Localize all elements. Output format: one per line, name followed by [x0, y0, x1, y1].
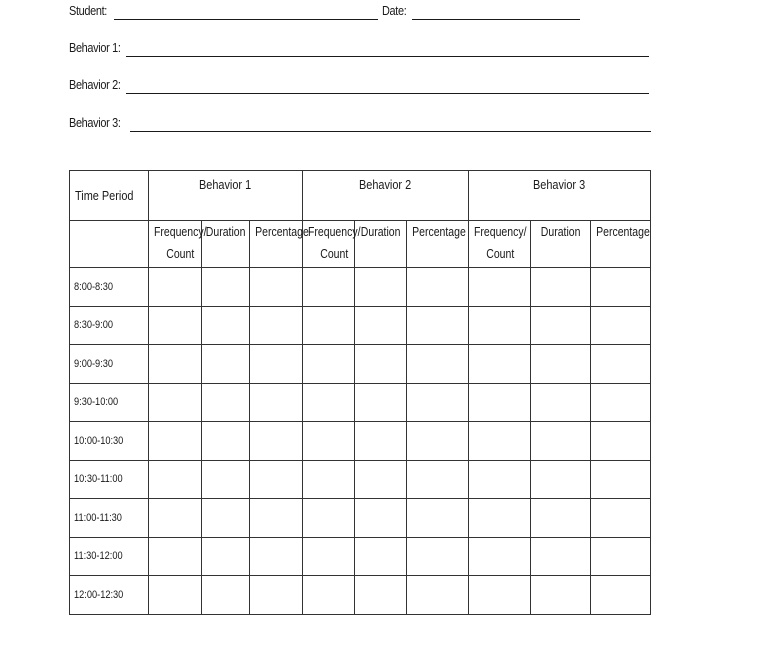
behavior-data-table	[69, 170, 651, 615]
behavior-2-duration-cell[interactable]	[355, 268, 407, 307]
behavior-1-frequency-cell[interactable]	[149, 460, 202, 499]
behavior-2-percentage-cell[interactable]	[407, 306, 469, 345]
behavior-2-duration-cell[interactable]	[355, 383, 407, 422]
behavior-1-header: Behavior 1	[149, 171, 303, 221]
time-period-cell: 8:00-8:30	[70, 268, 149, 307]
behavior-3-frequency-cell[interactable]	[469, 268, 531, 307]
behavior-1-frequency-header: Frequency/ Count	[149, 221, 202, 268]
behavior-2-duration-cell[interactable]	[355, 306, 407, 345]
table-row	[70, 537, 651, 576]
behavior-3-label: Behavior 3:	[69, 115, 121, 130]
table-row	[70, 345, 651, 384]
time-period-cell: 10:30-11:00	[70, 460, 149, 499]
behavior-3-duration-cell[interactable]	[531, 383, 591, 422]
behavior-2-frequency-cell[interactable]	[303, 268, 355, 307]
behavior-2-frequency-cell[interactable]	[303, 422, 355, 461]
behavior-2-frequency-header: Frequency/ Count	[303, 221, 355, 268]
behavior-3-input-line[interactable]	[130, 131, 651, 132]
behavior-1-duration-cell[interactable]	[202, 460, 250, 499]
behavior-3-frequency-cell[interactable]	[469, 460, 531, 499]
behavior-3-percentage-cell[interactable]	[591, 383, 651, 422]
behavior-3-duration-cell[interactable]	[531, 345, 591, 384]
header-row-measures	[70, 221, 651, 268]
table-row	[70, 268, 651, 307]
behavior-3-duration-cell[interactable]	[531, 576, 591, 615]
behavior-1-frequency-cell[interactable]	[149, 383, 202, 422]
behavior-2-percentage-cell[interactable]	[407, 537, 469, 576]
behavior-1-percentage-cell[interactable]	[250, 499, 303, 538]
behavior-3-percentage-cell[interactable]	[591, 268, 651, 307]
behavior-3-duration-cell[interactable]	[531, 537, 591, 576]
behavior-1-percentage-cell[interactable]	[250, 383, 303, 422]
behavior-3-duration-header: Duration	[531, 221, 591, 268]
empty-header-cell	[70, 221, 149, 268]
behavior-1-percentage-cell[interactable]	[250, 268, 303, 307]
behavior-2-percentage-cell[interactable]	[407, 460, 469, 499]
behavior-1-duration-cell[interactable]	[202, 499, 250, 538]
behavior-1-percentage-cell[interactable]	[250, 537, 303, 576]
time-period-cell: 9:30-10:00	[70, 383, 149, 422]
behavior-1-duration-cell[interactable]	[202, 306, 250, 345]
behavior-3-percentage-cell[interactable]	[591, 345, 651, 384]
time-period-cell: 12:00-12:30	[70, 576, 149, 615]
behavior-2-percentage-cell[interactable]	[407, 499, 469, 538]
behavior-3-header: Behavior 3	[469, 171, 651, 221]
behavior-1-frequency-cell[interactable]	[149, 537, 202, 576]
table-row	[70, 576, 651, 615]
behavior-3-percentage-cell[interactable]	[591, 537, 651, 576]
behavior-1-percentage-cell[interactable]	[250, 422, 303, 461]
behavior-2-percentage-cell[interactable]	[407, 383, 469, 422]
behavior-3-percentage-cell[interactable]	[591, 499, 651, 538]
behavior-2-frequency-cell[interactable]	[303, 383, 355, 422]
behavior-3-frequency-cell[interactable]	[469, 345, 531, 384]
behavior-1-duration-header: Duration	[202, 221, 250, 268]
header-row-behaviors	[70, 171, 651, 221]
behavior-2-duration-cell[interactable]	[355, 460, 407, 499]
behavior-3-frequency-cell[interactable]	[469, 537, 531, 576]
behavior-3-duration-cell[interactable]	[531, 306, 591, 345]
student-label: Student:	[69, 3, 107, 18]
student-input-line[interactable]	[114, 19, 378, 20]
table-row	[70, 499, 651, 538]
behavior-2-frequency-cell[interactable]	[303, 499, 355, 538]
behavior-3-frequency-cell[interactable]	[469, 499, 531, 538]
time-period-cell: 9:00-9:30	[70, 345, 149, 384]
behavior-2-percentage-cell[interactable]	[407, 422, 469, 461]
date-label: Date:	[382, 3, 407, 18]
behavior-1-duration-cell[interactable]	[202, 576, 250, 615]
behavior-2-label: Behavior 2:	[69, 77, 121, 92]
behavior-2-frequency-cell[interactable]	[303, 460, 355, 499]
behavior-3-percentage-cell[interactable]	[591, 306, 651, 345]
behavior-1-duration-cell[interactable]	[202, 345, 250, 384]
behavior-2-frequency-cell[interactable]	[303, 306, 355, 345]
behavior-3-duration-cell[interactable]	[531, 422, 591, 461]
behavior-3-frequency-cell[interactable]	[469, 306, 531, 345]
behavior-1-percentage-header: Percentage	[250, 221, 303, 268]
behavior-2-duration-cell[interactable]	[355, 499, 407, 538]
behavior-1-duration-cell[interactable]	[202, 268, 250, 307]
behavior-2-duration-header: Duration	[355, 221, 407, 268]
behavior-2-duration-cell[interactable]	[355, 345, 407, 384]
behavior-3-percentage-cell[interactable]	[591, 422, 651, 461]
behavior-2-percentage-cell[interactable]	[407, 268, 469, 307]
behavior-1-frequency-cell[interactable]	[149, 422, 202, 461]
table-row	[70, 383, 651, 422]
table-row	[70, 460, 651, 499]
behavior-3-duration-cell[interactable]	[531, 499, 591, 538]
behavior-2-duration-cell[interactable]	[355, 537, 407, 576]
behavior-2-header: Behavior 2	[303, 171, 469, 221]
behavior-1-frequency-cell[interactable]	[149, 345, 202, 384]
behavior-3-frequency-cell[interactable]	[469, 422, 531, 461]
date-input-line[interactable]	[412, 19, 580, 20]
behavior-3-duration-cell[interactable]	[531, 460, 591, 499]
behavior-3-percentage-cell[interactable]	[591, 460, 651, 499]
behavior-2-duration-cell[interactable]	[355, 422, 407, 461]
time-period-cell: 11:00-11:30	[70, 499, 149, 538]
time-period-cell: 8:30-9:00	[70, 306, 149, 345]
behavior-1-percentage-cell[interactable]	[250, 460, 303, 499]
behavior-1-input-line[interactable]	[126, 56, 649, 57]
time-period-header: Time Period	[70, 171, 149, 221]
behavior-1-frequency-cell[interactable]	[149, 306, 202, 345]
behavior-1-percentage-cell[interactable]	[250, 306, 303, 345]
behavior-2-frequency-cell[interactable]	[303, 537, 355, 576]
behavior-3-percentage-cell[interactable]	[591, 576, 651, 615]
behavior-1-frequency-cell[interactable]	[149, 268, 202, 307]
behavior-1-duration-cell[interactable]	[202, 383, 250, 422]
behavior-1-frequency-cell[interactable]	[149, 499, 202, 538]
behavior-1-percentage-cell[interactable]	[250, 576, 303, 615]
behavior-3-frequency-cell[interactable]	[469, 383, 531, 422]
behavior-3-percentage-header: Percentage	[591, 221, 651, 268]
behavior-2-percentage-cell[interactable]	[407, 345, 469, 384]
behavior-2-input-line[interactable]	[126, 93, 649, 94]
behavior-2-percentage-header: Percentage	[407, 221, 469, 268]
behavior-2-frequency-cell[interactable]	[303, 345, 355, 384]
time-period-cell: 10:00-10:30	[70, 422, 149, 461]
behavior-1-percentage-cell[interactable]	[250, 345, 303, 384]
table-row	[70, 422, 651, 461]
behavior-1-frequency-cell[interactable]	[149, 576, 202, 615]
behavior-1-duration-cell[interactable]	[202, 422, 250, 461]
behavior-1-label: Behavior 1:	[69, 40, 121, 55]
behavior-3-frequency-header: Frequency/ Count	[469, 221, 531, 268]
time-period-cell: 11:30-12:00	[70, 537, 149, 576]
table-row	[70, 306, 651, 345]
behavior-2-frequency-cell[interactable]	[303, 576, 355, 615]
behavior-3-frequency-cell[interactable]	[469, 576, 531, 615]
behavior-2-percentage-cell[interactable]	[407, 576, 469, 615]
behavior-1-duration-cell[interactable]	[202, 537, 250, 576]
behavior-3-duration-cell[interactable]	[531, 268, 591, 307]
behavior-2-duration-cell[interactable]	[355, 576, 407, 615]
